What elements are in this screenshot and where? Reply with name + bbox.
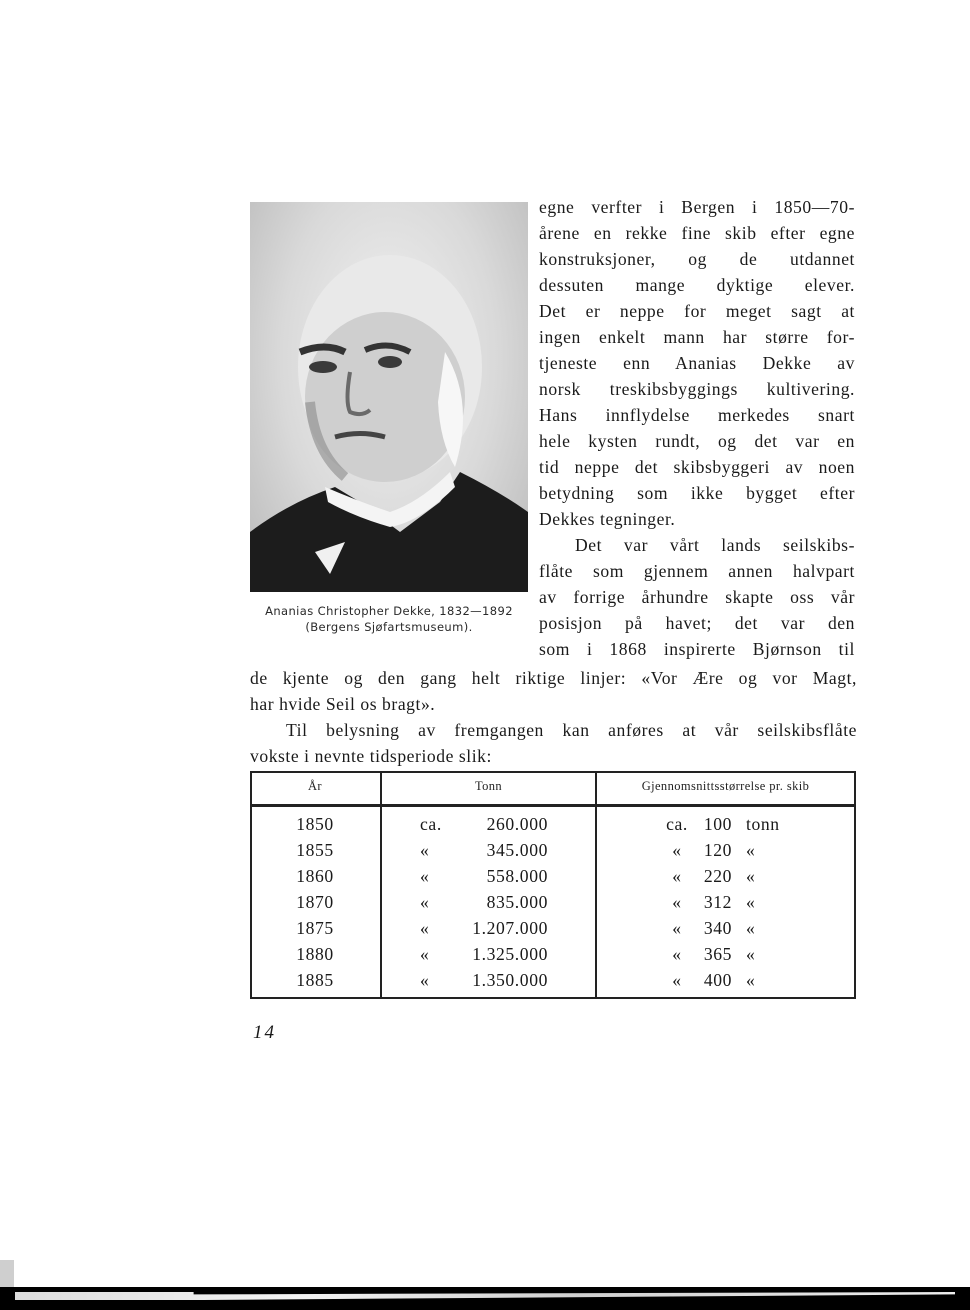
text-line: norsk treskibsbyggings kultivering. xyxy=(539,379,855,399)
photo-caption xyxy=(240,603,538,635)
cell-avg-prefix: « xyxy=(672,892,682,912)
text-line: Dekkes tegninger. xyxy=(539,509,676,529)
text-line: ingen enkelt mann har større for- xyxy=(539,327,855,347)
cell-tonn: 1.350.000 xyxy=(472,970,548,990)
table-row xyxy=(250,814,856,840)
text-line: betydning som ikke bygget efter xyxy=(539,483,855,503)
text-line: av forrige århundre skapte oss vår xyxy=(539,587,855,607)
cell-avg: 220 xyxy=(703,866,733,886)
cell-avg-prefix: ca. xyxy=(666,814,688,834)
text-line: posisjon på havet; det var den xyxy=(539,613,855,633)
table-rule-top xyxy=(250,771,856,773)
caption-line: (Bergens Sjøfartsmuseum). xyxy=(305,620,473,634)
cell-tonn: 260.000 xyxy=(486,814,548,834)
text-line: Til belysning av fremgangen kan anføres at vår seilskibsflåte xyxy=(286,720,857,740)
cell-year: 1855 xyxy=(296,840,334,860)
table-rule-bottom xyxy=(250,997,856,999)
cell-year: 1885 xyxy=(296,970,334,990)
text-line: Hans innflydelse merkedes snart xyxy=(539,405,855,425)
cell-avg-prefix: « xyxy=(672,918,682,938)
cell-unit: « xyxy=(746,892,756,912)
cell-prefix: « xyxy=(420,970,430,990)
text-line: som i 1868 inspirerte Bjørnson til xyxy=(539,639,855,659)
text-line: Det er neppe for meget sagt at xyxy=(539,301,855,321)
cell-unit: « xyxy=(746,866,756,886)
body-text-full-width xyxy=(250,665,857,769)
portrait-photo xyxy=(250,202,528,592)
cell-tonn: 835.000 xyxy=(486,892,548,912)
cell-avg: 312 xyxy=(703,892,733,912)
caption-line: Ananias Christopher Dekke, 1832—1892 xyxy=(265,604,513,618)
cell-unit: « xyxy=(746,970,756,990)
fleet-growth-table xyxy=(250,771,856,999)
cell-unit: « xyxy=(746,918,756,938)
table-rule-header xyxy=(250,804,856,807)
header-average-size: Gjennomsnittsstørrelse pr. skib xyxy=(641,779,810,793)
table-row xyxy=(250,866,856,892)
cell-prefix: « xyxy=(420,944,430,964)
text-line: flåte som gjennem annen halvpart xyxy=(539,561,855,581)
table-row xyxy=(250,892,856,918)
cell-tonn: 1.207.000 xyxy=(472,918,548,938)
text-line: årene en rekke fine skib efter egne xyxy=(539,223,855,243)
header-tonn: Tonn xyxy=(474,779,503,793)
cell-prefix: « xyxy=(420,866,430,886)
page-number: 14 xyxy=(253,1022,276,1043)
cell-avg-prefix: « xyxy=(672,970,682,990)
header-year: År xyxy=(308,779,322,793)
cell-year: 1875 xyxy=(296,918,334,938)
text-line: tid neppe det skibsbyggeri av noen xyxy=(539,457,855,477)
cell-unit: « xyxy=(746,944,756,964)
text-line: dessuten mange dyktige elever. xyxy=(539,275,855,295)
text-line: de kjente og den gang helt riktige linjer: «Vor Ære og vor Magt, xyxy=(250,668,857,688)
cell-year: 1870 xyxy=(296,892,334,912)
text-line: har hvide Seil os bragt». xyxy=(250,694,436,714)
cell-prefix: ca. xyxy=(420,814,442,834)
cell-prefix: « xyxy=(420,892,430,912)
body-text-column xyxy=(539,194,855,662)
cell-avg: 365 xyxy=(703,944,733,964)
text-line: egne verfter i Bergen i 1850—70- xyxy=(539,197,855,217)
cell-avg-prefix: « xyxy=(672,944,682,964)
text-line: vokste i nevnte tidsperiode slik: xyxy=(250,746,492,766)
cell-prefix: « xyxy=(420,840,430,860)
cell-avg: 100 xyxy=(703,814,733,834)
cell-avg-prefix: « xyxy=(672,866,682,886)
text-line: konstruksjoner, og de utdannet xyxy=(539,249,855,269)
table-row xyxy=(250,840,856,866)
cell-tonn: 558.000 xyxy=(486,866,548,886)
table-row xyxy=(250,944,856,970)
cell-avg-prefix: « xyxy=(672,840,682,860)
cell-prefix: « xyxy=(420,918,430,938)
cell-year: 1850 xyxy=(296,814,334,834)
cell-unit: « xyxy=(746,840,756,860)
cell-year: 1860 xyxy=(296,866,334,886)
cell-avg: 400 xyxy=(703,970,733,990)
cell-unit: tonn xyxy=(746,814,780,834)
portrait-illustration xyxy=(250,202,528,592)
cell-tonn: 1.325.000 xyxy=(472,944,548,964)
cell-tonn: 345.000 xyxy=(486,840,548,860)
text-line: Det var vårt lands seilskibs- xyxy=(575,535,855,555)
text-line: tjeneste enn Ananias Dekke av xyxy=(539,353,855,373)
cell-avg: 340 xyxy=(703,918,733,938)
cell-avg: 120 xyxy=(703,840,733,860)
scan-edge-shadow xyxy=(0,1260,14,1288)
table-row xyxy=(250,918,856,944)
cell-year: 1880 xyxy=(296,944,334,964)
table-row xyxy=(250,970,856,996)
text-line: hele kysten rundt, og det var en xyxy=(539,431,855,451)
